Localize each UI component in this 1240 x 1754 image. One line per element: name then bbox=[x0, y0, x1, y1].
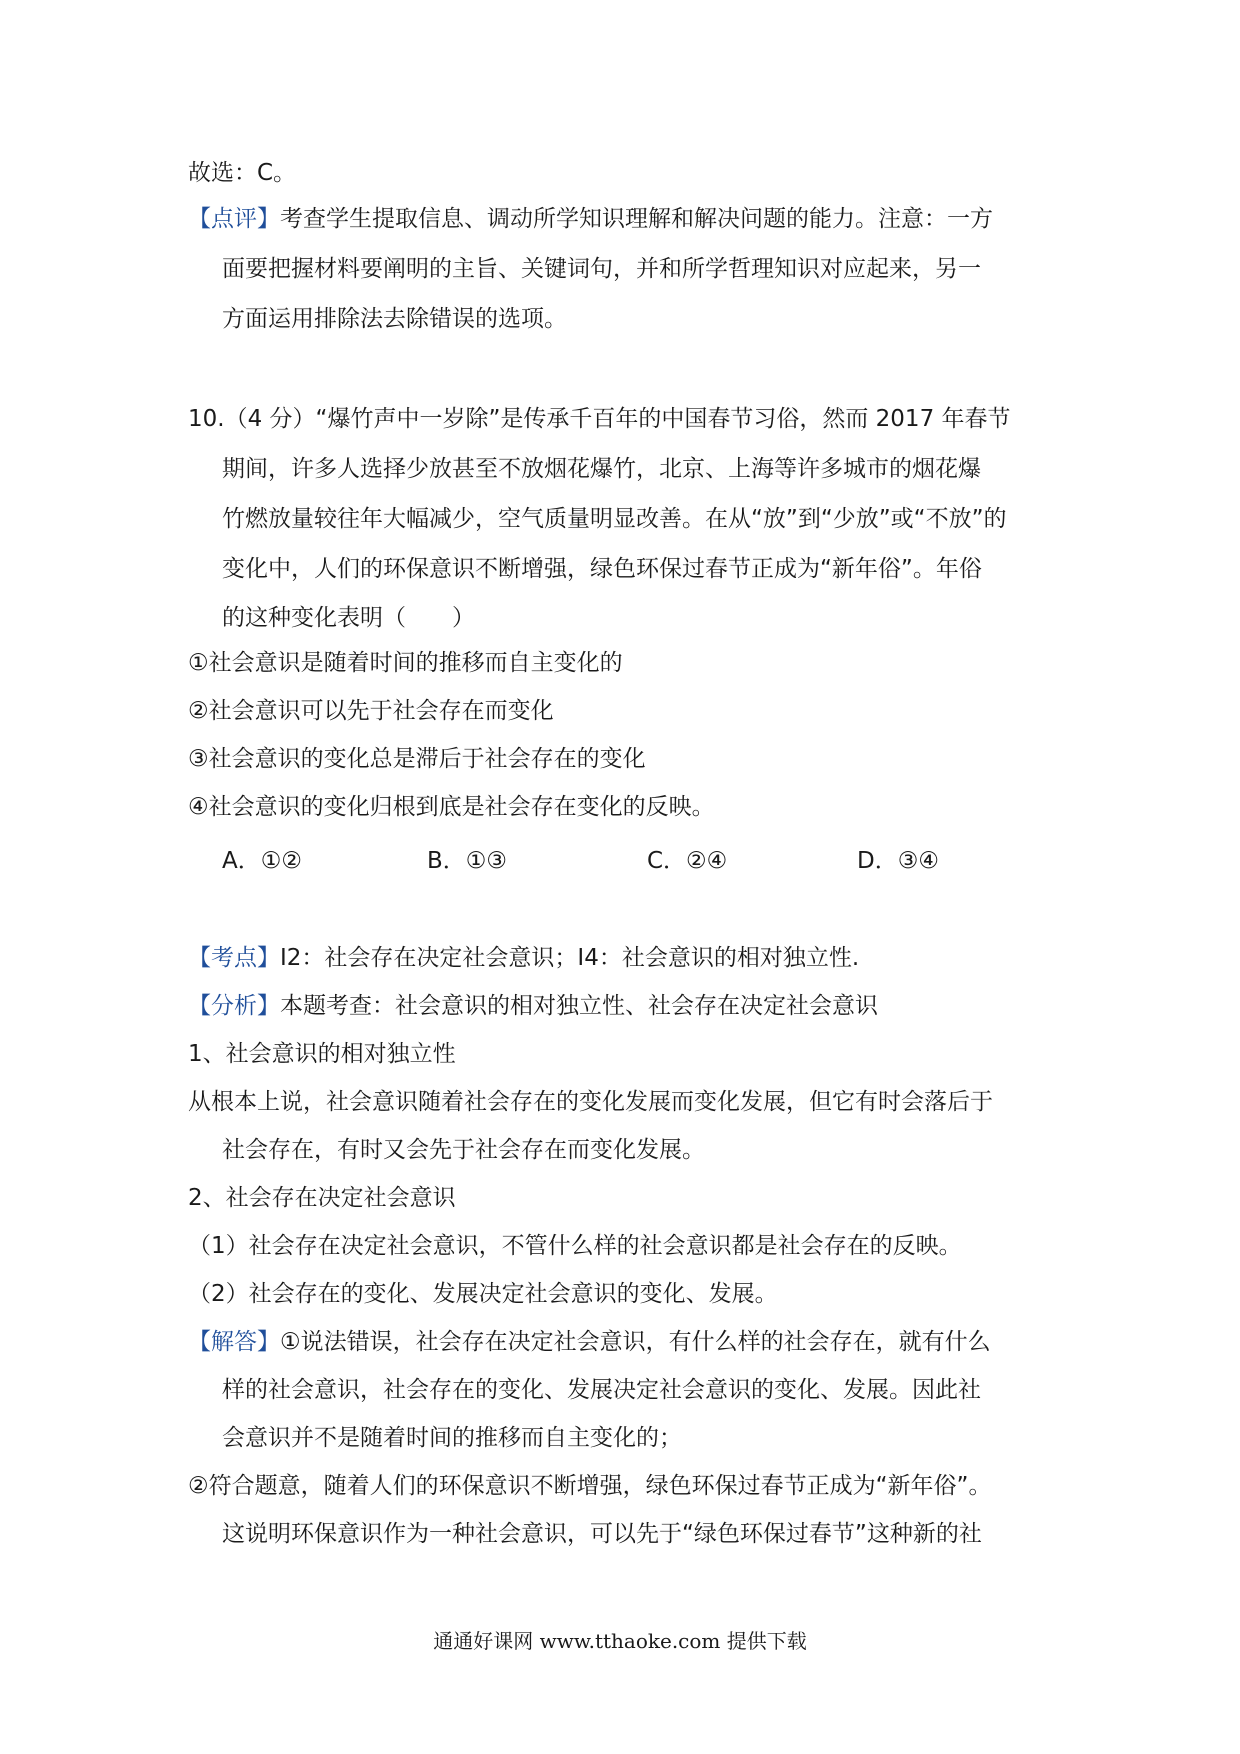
statement-3: ③社会意识的变化总是滞后于社会存在的变化 bbox=[188, 746, 646, 772]
point1-line-1: 从根本上说，社会意识随着社会存在的变化发展而变化发展，但它有时会落后于 bbox=[188, 1089, 993, 1115]
review-text-1: 考查学生提取信息、调动所学知识理解和解决问题的能力。注意：一方 bbox=[280, 206, 993, 232]
point2-item-1: （1）社会存在决定社会意识，不管什么样的社会意识都是社会存在的反映。 bbox=[188, 1233, 962, 1259]
statement-1: ①社会意识是随着时间的推移而自主变化的 bbox=[188, 650, 623, 676]
question-line-1: 10.（4 分）“爆竹声中一岁除”是传承千百年的中国春节习俗，然而 2017 年春节 bbox=[188, 406, 1011, 432]
option-c: C．②④ bbox=[647, 848, 728, 874]
review-line-3: 方面运用排除法去除错误的选项。 bbox=[222, 306, 567, 332]
jieda-tag: 【解答】 bbox=[188, 1329, 280, 1355]
statement-2: ②社会意识可以先于社会存在而变化 bbox=[188, 698, 554, 724]
option-b: B．①③ bbox=[427, 848, 508, 874]
question-line-4: 变化中，人们的环保意识不断增强，绿色环保过春节正成为“新年俗”。年俗 bbox=[222, 556, 982, 582]
point1-line-2: 社会存在，有时又会先于社会存在而变化发展。 bbox=[222, 1137, 705, 1163]
option-d: D．③④ bbox=[857, 848, 939, 874]
review-line-1 bbox=[188, 204, 993, 234]
question-line-2: 期间，许多人选择少放甚至不放烟花爆竹，北京、上海等许多城市的烟花爆 bbox=[222, 456, 981, 482]
jieda-line-4: ②符合题意，随着人们的环保意识不断增强，绿色环保过春节正成为“新年俗”。 bbox=[188, 1473, 992, 1499]
kaodian-line bbox=[188, 943, 859, 973]
question-line-3: 竹燃放量较往年大幅减少，空气质量明显改善。在从“放”到“少放”或“不放”的 bbox=[222, 506, 1007, 532]
point1-title: 1、社会意识的相对独立性 bbox=[188, 1041, 456, 1067]
statement-4: ④社会意识的变化归根到底是社会存在变化的反映。 bbox=[188, 794, 715, 820]
page-footer: 通通好课网 www.tthaoke.com 提供下载 bbox=[433, 1629, 807, 1653]
fenxi-line bbox=[188, 991, 878, 1021]
jieda-text-1: ①说法错误，社会存在决定社会意识，有什么样的社会存在，就有什么 bbox=[280, 1329, 991, 1355]
jieda-line-5: 这说明环保意识作为一种社会意识，可以先于“绿色环保过春节”这种新的社 bbox=[222, 1521, 982, 1547]
jieda-line-2: 样的社会意识，社会存在的变化、发展决定社会意识的变化、发展。因此社 bbox=[222, 1377, 981, 1403]
prev-answer: 故选：C。 bbox=[188, 160, 297, 186]
fenxi-text: 本题考查：社会意识的相对独立性、社会存在决定社会意识 bbox=[280, 993, 878, 1019]
jieda-line-3: 会意识并不是随着时间的推移而自主变化的； bbox=[222, 1425, 682, 1451]
fenxi-tag: 【分析】 bbox=[188, 993, 280, 1019]
question-line-5: 的这种变化表明（ ） bbox=[222, 605, 475, 631]
kaodian-text: I2：社会存在决定社会意识；I4：社会意识的相对独立性. bbox=[280, 945, 860, 971]
kaodian-tag: 【考点】 bbox=[188, 945, 280, 971]
option-a: A．①② bbox=[222, 848, 302, 874]
review-line-2: 面要把握材料要阐明的主旨、关键词句，并和所学哲理知识对应起来，另一 bbox=[222, 256, 981, 282]
point2-title: 2、社会存在决定社会意识 bbox=[188, 1185, 456, 1211]
jieda-line-1 bbox=[188, 1327, 991, 1357]
review-tag: 【点评】 bbox=[188, 206, 280, 232]
point2-item-2: （2）社会存在的变化、发展决定社会意识的变化、发展。 bbox=[188, 1281, 778, 1307]
